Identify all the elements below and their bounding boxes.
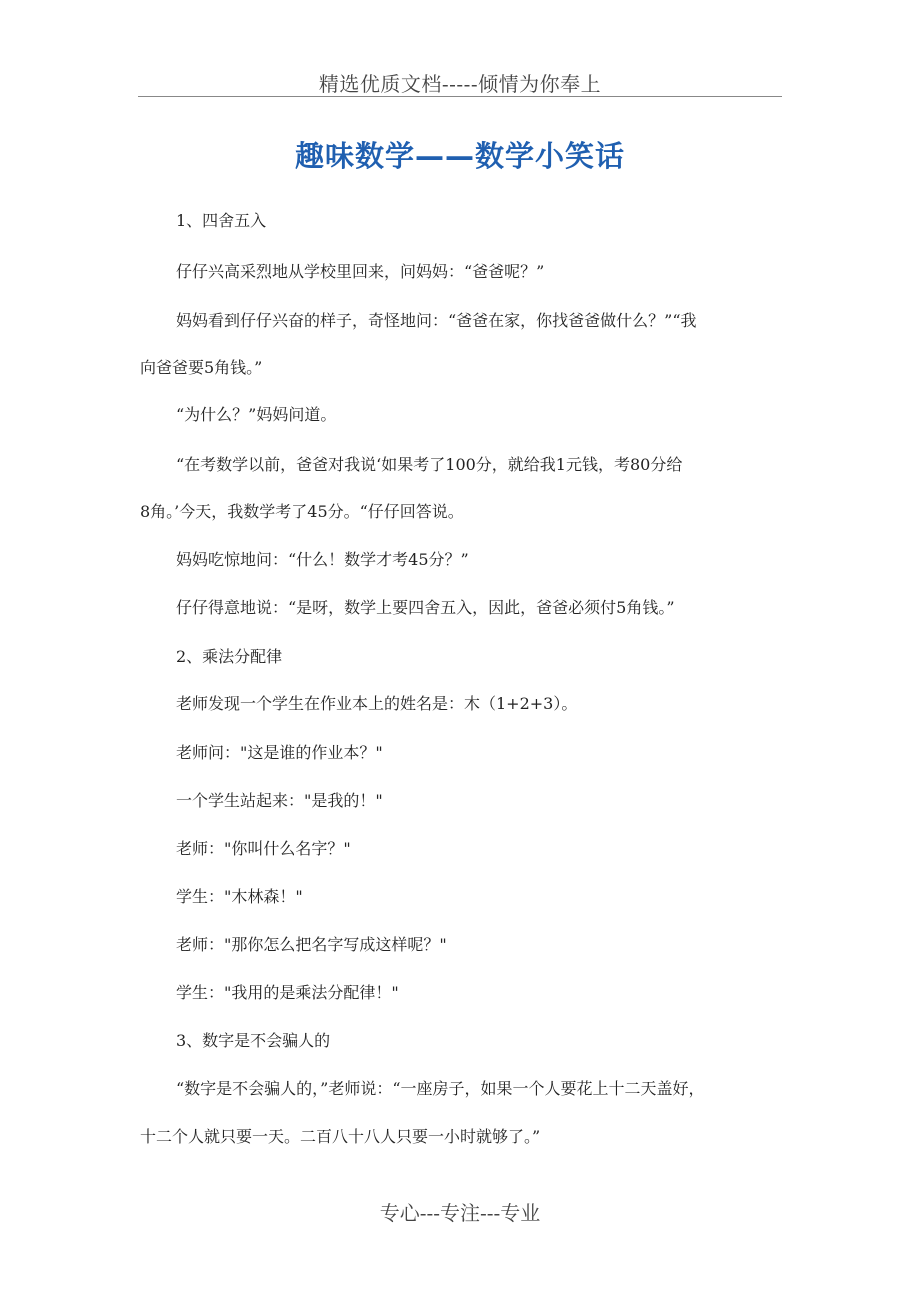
paragraph-line: 老师问："这是谁的作业本？" xyxy=(176,743,383,762)
paragraph-line: “为什么？”妈妈问道。 xyxy=(176,405,337,424)
paragraph-line: 仔仔得意地说：“是呀，数学上要四舍五入，因此，爸爸必须付5角钱。” xyxy=(176,598,675,617)
paragraph-line: 一个学生站起来："是我的！" xyxy=(176,791,383,810)
paragraph-line: “数字是不会骗人的，”老师说：“一座房子，如果一个人要花上十二天盖好， xyxy=(176,1079,705,1098)
section-heading-1: 1、四舍五入 xyxy=(176,211,267,230)
paragraph-line: 学生："木林森！" xyxy=(176,887,303,906)
page-footer: 专心---专注---专业 xyxy=(379,1201,541,1225)
section-heading-3: 3、数字是不会骗人的 xyxy=(176,1031,331,1050)
paragraph-line: 老师："你叫什么名字？" xyxy=(176,839,351,858)
paragraph-line: 妈妈吃惊地问：“什么！数学才考45分？” xyxy=(176,550,469,569)
header-divider xyxy=(138,96,782,97)
paragraph-line: 妈妈看到仔仔兴奋的样子，奇怪地问：“爸爸在家，你找爸爸做什么？”“我 xyxy=(176,311,697,330)
paragraph-line: 仔仔兴高采烈地从学校里回来，问妈妈：“爸爸呢？” xyxy=(176,262,545,281)
paragraph-line: 十二个人就只要一天。二百八十八人只要一小时就够了。” xyxy=(140,1127,541,1146)
paragraph-line: 学生："我用的是乘法分配律！" xyxy=(176,983,399,1002)
section-heading-2: 2、乘法分配律 xyxy=(176,647,283,666)
paragraph-line: 老师："那你怎么把名字写成这样呢？" xyxy=(176,935,447,954)
page-header: 精选优质文档-----倾情为你奉上 xyxy=(318,72,602,96)
paragraph-line: 向爸爸要5角钱。” xyxy=(140,358,263,377)
paragraph-line: “在考数学以前，爸爸对我说‘如果考了100分，就给我1元钱，考80分给 xyxy=(176,455,683,474)
paragraph-line: 老师发现一个学生在作业本上的姓名是：木（1+2+3）。 xyxy=(176,694,578,713)
paragraph-line: 8角。’今天，我数学考了45分。“仔仔回答说。 xyxy=(140,502,464,521)
document-title: 趣味数学——数学小笑话 xyxy=(294,139,625,173)
